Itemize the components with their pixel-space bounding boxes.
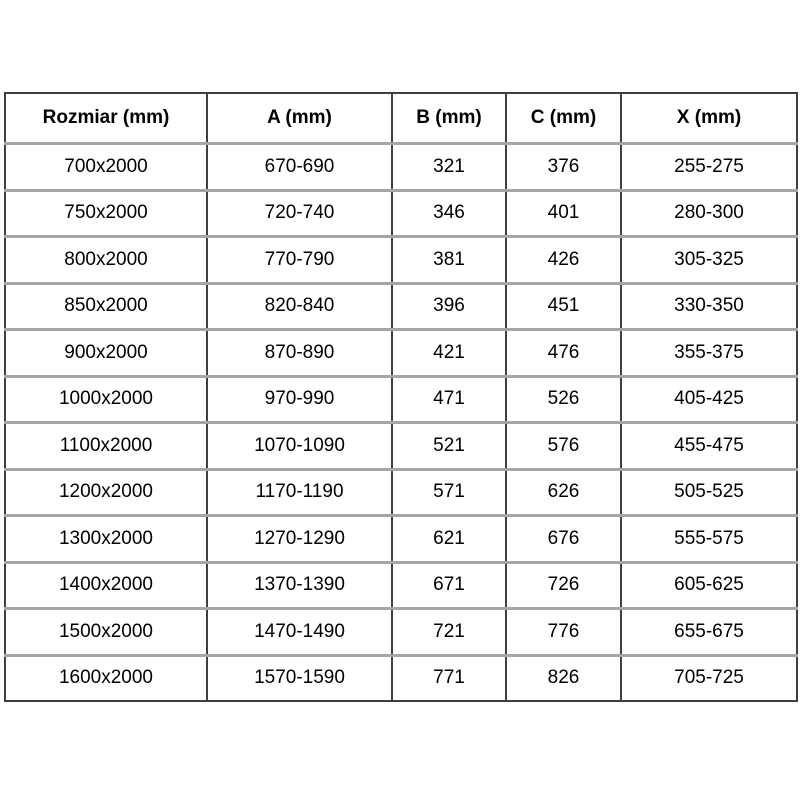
table-row xyxy=(5,283,797,330)
table-cell: 455-475 xyxy=(621,423,797,470)
table-cell: 1000x2000 xyxy=(5,376,207,423)
table-cell: 820-840 xyxy=(207,283,392,330)
table-cell: 476 xyxy=(506,330,621,377)
table-row xyxy=(5,562,797,609)
table-cell: 771 xyxy=(392,655,506,701)
table-cell: 571 xyxy=(392,469,506,516)
table-cell: 280-300 xyxy=(621,190,797,237)
table-row xyxy=(5,655,797,701)
table-cell: 1200x2000 xyxy=(5,469,207,516)
table-cell: 526 xyxy=(506,376,621,423)
table-cell: 870-890 xyxy=(207,330,392,377)
table-cell: 505-525 xyxy=(621,469,797,516)
table-row xyxy=(5,423,797,470)
table-row xyxy=(5,330,797,377)
table-cell: 721 xyxy=(392,609,506,656)
table-cell: 676 xyxy=(506,516,621,563)
table-cell: 750x2000 xyxy=(5,190,207,237)
table-cell: 770-790 xyxy=(207,237,392,284)
table-cell: 305-325 xyxy=(621,237,797,284)
column-header-b: B (mm) xyxy=(392,93,506,144)
table-cell: 451 xyxy=(506,283,621,330)
table-cell: 321 xyxy=(392,144,506,191)
table-cell: 1370-1390 xyxy=(207,562,392,609)
table-cell: 800x2000 xyxy=(5,237,207,284)
table-cell: 705-725 xyxy=(621,655,797,701)
header-row xyxy=(5,93,797,144)
table-cell: 471 xyxy=(392,376,506,423)
table-row xyxy=(5,144,797,191)
table-cell: 346 xyxy=(392,190,506,237)
table-cell: 1570-1590 xyxy=(207,655,392,701)
table-cell: 850x2000 xyxy=(5,283,207,330)
table-cell: 381 xyxy=(392,237,506,284)
table-cell: 776 xyxy=(506,609,621,656)
table-cell: 401 xyxy=(506,190,621,237)
table-cell: 1070-1090 xyxy=(207,423,392,470)
table-cell: 1270-1290 xyxy=(207,516,392,563)
table-cell: 555-575 xyxy=(621,516,797,563)
table-cell: 826 xyxy=(506,655,621,701)
table-row xyxy=(5,516,797,563)
table-cell: 421 xyxy=(392,330,506,377)
table-cell: 621 xyxy=(392,516,506,563)
column-header-a: A (mm) xyxy=(207,93,392,144)
table-row xyxy=(5,376,797,423)
table-cell: 626 xyxy=(506,469,621,516)
table-row xyxy=(5,469,797,516)
table-cell: 255-275 xyxy=(621,144,797,191)
table-cell: 726 xyxy=(506,562,621,609)
table-cell: 396 xyxy=(392,283,506,330)
table-cell: 1100x2000 xyxy=(5,423,207,470)
table-cell: 1500x2000 xyxy=(5,609,207,656)
table-cell: 700x2000 xyxy=(5,144,207,191)
table-cell: 900x2000 xyxy=(5,330,207,377)
column-header-x: X (mm) xyxy=(621,93,797,144)
table-cell: 355-375 xyxy=(621,330,797,377)
table-cell: 1470-1490 xyxy=(207,609,392,656)
table-cell: 1170-1190 xyxy=(207,469,392,516)
table-body xyxy=(5,144,797,702)
table-row xyxy=(5,609,797,656)
table-cell: 376 xyxy=(506,144,621,191)
column-header-c: C (mm) xyxy=(506,93,621,144)
table-cell: 670-690 xyxy=(207,144,392,191)
table-cell: 521 xyxy=(392,423,506,470)
table-cell: 426 xyxy=(506,237,621,284)
table-cell: 330-350 xyxy=(621,283,797,330)
table-cell: 405-425 xyxy=(621,376,797,423)
table-cell: 1300x2000 xyxy=(5,516,207,563)
dimensions-table xyxy=(4,92,798,702)
table-cell: 970-990 xyxy=(207,376,392,423)
table-row xyxy=(5,190,797,237)
table-cell: 1400x2000 xyxy=(5,562,207,609)
table-cell: 720-740 xyxy=(207,190,392,237)
table-cell: 655-675 xyxy=(621,609,797,656)
table-cell: 671 xyxy=(392,562,506,609)
table-cell: 1600x2000 xyxy=(5,655,207,701)
column-header-rozmiar: Rozmiar (mm) xyxy=(5,93,207,144)
table-row xyxy=(5,237,797,284)
table-cell: 605-625 xyxy=(621,562,797,609)
table-cell: 576 xyxy=(506,423,621,470)
